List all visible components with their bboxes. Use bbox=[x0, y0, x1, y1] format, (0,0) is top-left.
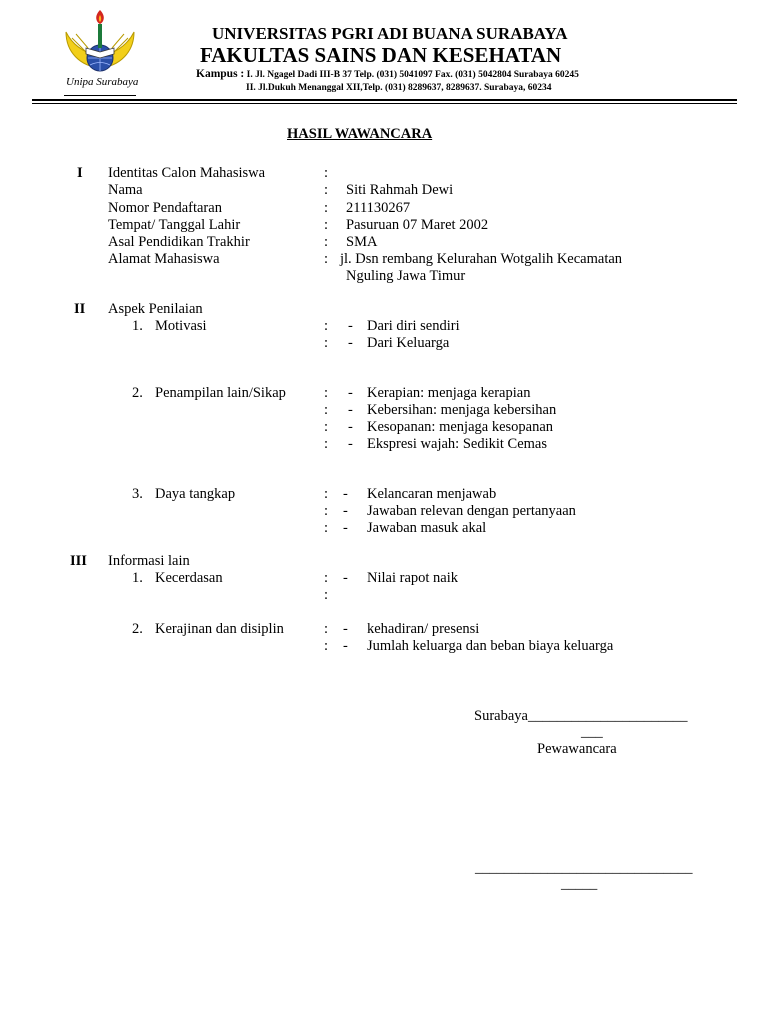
item-point: Dari Keluarga bbox=[367, 335, 450, 351]
item-colon: : bbox=[324, 486, 329, 502]
signature-place-date-cont: ___ bbox=[581, 724, 603, 740]
logo-caption: Unipa Surabaya bbox=[66, 76, 139, 88]
item-point: Dari diri sendiri bbox=[367, 318, 460, 334]
item-label-daya-tangkap: Daya tangkap bbox=[155, 486, 236, 502]
header-divider-thin bbox=[32, 103, 737, 104]
item-colon: : bbox=[324, 520, 329, 536]
address-line-2: II. Jl.Dukuh Menanggal XII,Telp. (031) 8289637, 8289637. Surabaya, 60234 bbox=[246, 83, 552, 93]
logo-underline bbox=[64, 95, 136, 96]
item-dash: - bbox=[343, 503, 348, 519]
item-number: 2. bbox=[132, 385, 143, 401]
field-colon: : bbox=[324, 200, 329, 216]
field-colon: : bbox=[324, 182, 329, 198]
item-dash: - bbox=[348, 419, 353, 435]
item-number: 2. bbox=[132, 621, 143, 637]
section-1-heading: Identitas Calon Mahasiswa bbox=[108, 165, 266, 181]
item-colon: : bbox=[324, 503, 329, 519]
item-point: Jawaban masuk akal bbox=[367, 520, 487, 536]
section-2-heading: Aspek Penilaian bbox=[108, 301, 203, 317]
field-value-nomor-pendaftaran: 211130267 bbox=[346, 200, 411, 216]
item-point: kehadiran/ presensi bbox=[367, 621, 480, 637]
field-value-asal-pendidikan: SMA bbox=[346, 234, 378, 250]
signature-place-date: Surabaya______________________ bbox=[474, 708, 688, 724]
section-1-colon: : bbox=[324, 165, 329, 181]
item-dash: - bbox=[348, 318, 353, 334]
item-dash: - bbox=[343, 570, 348, 586]
field-label-nama: Nama bbox=[108, 182, 143, 198]
document-title: HASIL WAWANCARA bbox=[287, 126, 433, 142]
item-label-motivasi: Motivasi bbox=[155, 318, 207, 334]
item-colon: : bbox=[324, 402, 329, 418]
item-point: Ekspresi wajah: Sedikit Cemas bbox=[367, 436, 548, 452]
item-colon: : bbox=[324, 621, 329, 637]
item-label-penampilan: Penampilan lain/Sikap bbox=[155, 385, 286, 401]
item-dash: - bbox=[343, 638, 348, 654]
field-label-alamat: Alamat Mahasiswa bbox=[108, 251, 220, 267]
field-colon: : bbox=[324, 251, 329, 267]
item-point: Kelancaran menjawab bbox=[367, 486, 497, 502]
item-colon: : bbox=[324, 638, 329, 654]
item-dash: - bbox=[343, 621, 348, 637]
item-colon: : bbox=[324, 318, 329, 334]
item-colon: : bbox=[324, 570, 329, 586]
field-value-alamat-cont: Nguling Jawa Timur bbox=[346, 268, 466, 284]
section-3-numeral: III bbox=[70, 553, 87, 569]
item-dash: - bbox=[348, 385, 353, 401]
item-point: Nilai rapot naik bbox=[367, 570, 459, 586]
item-point: Jawaban relevan dengan pertanyaan bbox=[367, 503, 576, 519]
signature-name-line-cont: _____ bbox=[561, 876, 598, 892]
item-dash: - bbox=[348, 335, 353, 351]
address-prefix: Kampus : bbox=[196, 68, 245, 80]
address-1-text: I. Jl. Ngagel Dadi III-B 37 Telp. (031) 5041097 Fax. (031) 5042804 Surabaya 60245 bbox=[246, 70, 579, 80]
item-point: Jumlah keluarga dan beban biaya keluarga bbox=[367, 638, 614, 654]
item-point: Kesopanan: menjaga kesopanan bbox=[367, 419, 554, 435]
item-dash: - bbox=[343, 486, 348, 502]
field-colon: : bbox=[324, 217, 329, 233]
item-number: 1. bbox=[132, 570, 143, 586]
field-value-nama: Siti Rahmah Dewi bbox=[346, 182, 454, 198]
field-value-tempat-tanggal-lahir: Pasuruan 07 Maret 2002 bbox=[346, 217, 489, 233]
signature-role: Pewawancara bbox=[537, 741, 617, 757]
section-1-numeral: I bbox=[77, 165, 83, 181]
item-colon: : bbox=[324, 587, 329, 603]
section-3-heading: Informasi lain bbox=[108, 553, 190, 569]
item-dash: - bbox=[348, 402, 353, 418]
field-label-tempat-tanggal-lahir: Tempat/ Tanggal Lahir bbox=[108, 217, 241, 233]
field-label-nomor-pendaftaran: Nomor Pendaftaran bbox=[108, 200, 222, 216]
item-colon: : bbox=[324, 436, 329, 452]
university-name: UNIVERSITAS PGRI ADI BUANA SURABAYA bbox=[212, 24, 568, 43]
item-label-kecerdasan: Kecerdasan bbox=[155, 570, 223, 586]
item-dash: - bbox=[348, 436, 353, 452]
field-label-asal-pendidikan: Asal Pendidikan Trakhir bbox=[108, 234, 250, 250]
item-number: 3. bbox=[132, 486, 143, 502]
faculty-name: FAKULTAS SAINS DAN KESEHATAN bbox=[200, 43, 562, 67]
field-colon: : bbox=[324, 234, 329, 250]
item-colon: : bbox=[324, 385, 329, 401]
section-2-numeral: II bbox=[74, 301, 86, 317]
item-point: Kerapian: menjaga kerapian bbox=[367, 385, 531, 401]
item-dash: - bbox=[343, 520, 348, 536]
item-number: 1. bbox=[132, 318, 143, 334]
header-divider-thick bbox=[32, 99, 737, 101]
item-point: Kebersihan: menjaga kebersihan bbox=[367, 402, 557, 418]
field-value-alamat: jl. Dsn rembang Kelurahan Wotgalih Kecamatan bbox=[340, 251, 623, 267]
signature-name-line: ______________________________ bbox=[475, 860, 693, 876]
item-label-kerajinan: Kerajinan dan disiplin bbox=[155, 621, 284, 637]
item-colon: : bbox=[324, 419, 329, 435]
item-colon: : bbox=[324, 335, 329, 351]
address-line-1 bbox=[196, 68, 579, 80]
